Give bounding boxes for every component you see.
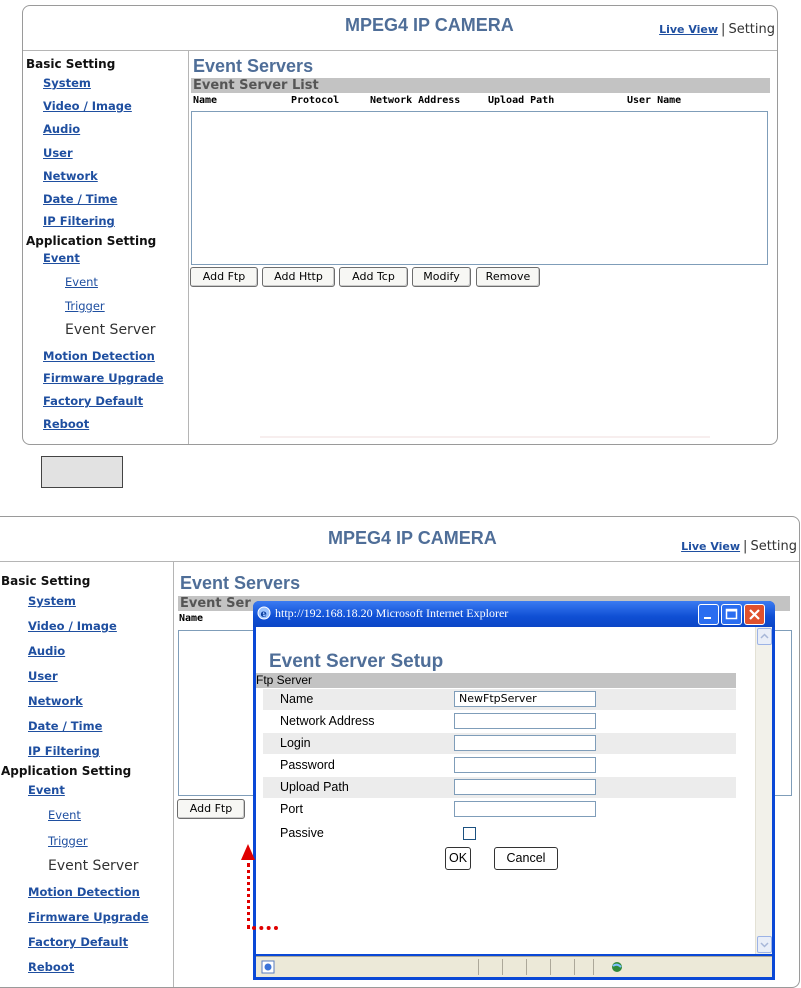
scroll-down-button[interactable] (757, 936, 772, 953)
sidebar-heading-application: Application Setting (26, 234, 157, 248)
login-input[interactable] (454, 735, 596, 751)
sidebar (23, 51, 189, 444)
sidebar-subitem-event[interactable]: Event (65, 275, 98, 289)
setting-label: Setting (750, 539, 797, 554)
field-row-passive (263, 823, 736, 844)
status-divider (526, 959, 527, 975)
sidebar-item-audio[interactable]: Audio (43, 122, 81, 136)
close-button[interactable] (744, 604, 765, 625)
popup-content (256, 627, 772, 954)
add-http-button[interactable]: Add Http (262, 267, 335, 287)
header-links (681, 539, 797, 554)
field-row-login (263, 733, 736, 754)
ie-popup-window (253, 601, 775, 980)
login-label: Login (280, 736, 311, 750)
sidebar-item-reboot[interactable]: Reboot (43, 417, 90, 431)
screenshot-before (22, 5, 778, 445)
passive-label: Passive (280, 826, 324, 840)
status-divider (502, 959, 503, 975)
header (23, 6, 777, 51)
sidebar-subitem-event-server-current: Event Server (65, 322, 156, 338)
ftp-server-section-header: Ftp Server (256, 673, 736, 688)
upload-path-label: Upload Path (280, 780, 349, 794)
sidebar-item-event[interactable]: Event (43, 251, 80, 265)
header (0, 517, 799, 562)
title-bar[interactable] (253, 601, 775, 627)
sidebar-subitem-event[interactable]: Event (48, 808, 81, 822)
network-address-input[interactable] (454, 713, 596, 729)
field-row-name (263, 689, 736, 710)
ie-icon (257, 606, 271, 620)
maximize-button[interactable] (721, 604, 742, 625)
chevron-down-icon (758, 937, 771, 952)
sidebar-subitem-trigger[interactable]: Trigger (48, 834, 88, 848)
port-label: Port (280, 802, 303, 816)
page-title: MPEG4 IP CAMERA (345, 15, 514, 35)
sidebar-subitem-trigger[interactable]: Trigger (65, 299, 105, 313)
status-divider (574, 959, 575, 975)
annotation-dots (252, 926, 278, 930)
status-divider (478, 959, 479, 975)
sidebar-item-network[interactable]: Network (43, 169, 98, 183)
list-columns (179, 613, 249, 626)
sidebar-item-video-image[interactable]: Video / Image (43, 99, 132, 113)
passive-checkbox[interactable] (463, 827, 476, 840)
add-ftp-button[interactable]: Add Ftp (190, 267, 258, 287)
column-name: Name (179, 613, 204, 624)
minimize-icon (699, 605, 718, 624)
sidebar-item-event[interactable]: Event (28, 783, 65, 797)
live-view-link[interactable]: Live View (659, 23, 719, 36)
sidebar-item-date-time[interactable]: Date / Time (28, 719, 103, 733)
placeholder-box (41, 456, 123, 488)
column-network-address: Network Address (370, 95, 461, 106)
remove-button[interactable]: Remove (476, 267, 540, 287)
sidebar-heading-basic: Basic Setting (26, 57, 116, 71)
header-links (659, 22, 775, 37)
annotation-arrow-line (247, 863, 250, 929)
event-server-list-header: Event Ser (178, 596, 790, 611)
window-title: http://192.168.18.20 Microsoft Internet Explorer (275, 606, 509, 620)
status-divider (593, 959, 594, 975)
network-address-label: Network Address (280, 714, 375, 728)
password-label: Password (280, 758, 335, 772)
sidebar-item-system[interactable]: System (28, 594, 76, 608)
sidebar-item-factory-default[interactable]: Factory Default (28, 935, 129, 949)
password-input[interactable] (454, 757, 596, 773)
sidebar-item-reboot[interactable]: Reboot (28, 960, 75, 974)
add-tcp-button[interactable]: Add Tcp (339, 267, 408, 287)
ok-button[interactable]: OK (445, 847, 471, 870)
field-row-network-address (263, 711, 736, 732)
header-separator: | (743, 539, 748, 554)
setting-label: Setting (728, 22, 775, 37)
header-separator: | (721, 22, 726, 37)
sidebar-subitem-event-server-current: Event Server (48, 858, 139, 874)
sidebar-item-motion-detection[interactable]: Motion Detection (43, 349, 155, 363)
add-ftp-button[interactable]: Add Ftp (177, 799, 245, 819)
setup-heading: Event Server Setup (269, 651, 444, 672)
cancel-button[interactable]: Cancel (494, 847, 558, 870)
name-label: Name (280, 692, 314, 706)
sidebar-item-ip-filtering[interactable]: IP Filtering (43, 214, 115, 228)
field-row-upload-path (263, 777, 736, 798)
sidebar-item-audio[interactable]: Audio (28, 644, 66, 658)
sidebar-item-firmware-upgrade[interactable]: Firmware Upgrade (43, 371, 164, 385)
minimize-button[interactable] (698, 604, 719, 625)
port-input[interactable] (454, 801, 596, 817)
sidebar (0, 562, 174, 987)
field-row-port (263, 799, 736, 820)
scroll-up-button[interactable] (757, 628, 772, 645)
column-user-name: User Name (627, 95, 682, 106)
sidebar-item-user[interactable]: User (43, 146, 73, 160)
field-row-password (263, 755, 736, 776)
sidebar-item-motion-detection[interactable]: Motion Detection (28, 885, 140, 899)
sidebar-item-firmware-upgrade[interactable]: Firmware Upgrade (28, 910, 149, 924)
status-divider (550, 959, 551, 975)
chevron-up-icon (758, 629, 771, 644)
section-title: Event Servers (180, 573, 301, 593)
sidebar-heading-application: Application Setting (1, 764, 132, 778)
sidebar-item-ip-filtering[interactable]: IP Filtering (28, 744, 100, 758)
upload-path-input[interactable] (454, 779, 596, 795)
sidebar-item-video-image[interactable]: Video / Image (28, 619, 117, 633)
sidebar-item-user[interactable]: User (28, 669, 58, 683)
status-bar (256, 956, 772, 977)
svg-text:e: e (260, 609, 267, 620)
modify-button[interactable]: Modify (412, 267, 471, 287)
page-bottom-strip (260, 436, 710, 438)
section-title: Event Servers (193, 56, 314, 76)
column-protocol: Protocol (291, 95, 340, 106)
list-columns (193, 95, 768, 108)
sidebar-item-system[interactable]: System (43, 76, 91, 90)
page-icon (261, 960, 275, 974)
column-upload-path: Upload Path (488, 95, 555, 106)
sidebar-item-factory-default[interactable]: Factory Default (43, 394, 144, 408)
page-title: MPEG4 IP CAMERA (328, 528, 497, 548)
sidebar-item-date-time[interactable]: Date / Time (43, 192, 118, 206)
name-input[interactable]: NewFtpServer (454, 691, 596, 707)
event-server-listbox[interactable] (191, 111, 768, 265)
internet-zone-icon (611, 961, 623, 973)
live-view-link[interactable]: Live View (681, 540, 741, 553)
sidebar-heading-basic: Basic Setting (1, 574, 91, 588)
column-name: Name (193, 95, 218, 106)
close-icon (745, 605, 764, 624)
annotation-arrow-head (241, 844, 255, 860)
sidebar-item-network[interactable]: Network (28, 694, 83, 708)
event-server-list-header: Event Server List (191, 78, 770, 93)
maximize-icon (722, 605, 741, 624)
vertical-scrollbar[interactable] (755, 627, 772, 954)
